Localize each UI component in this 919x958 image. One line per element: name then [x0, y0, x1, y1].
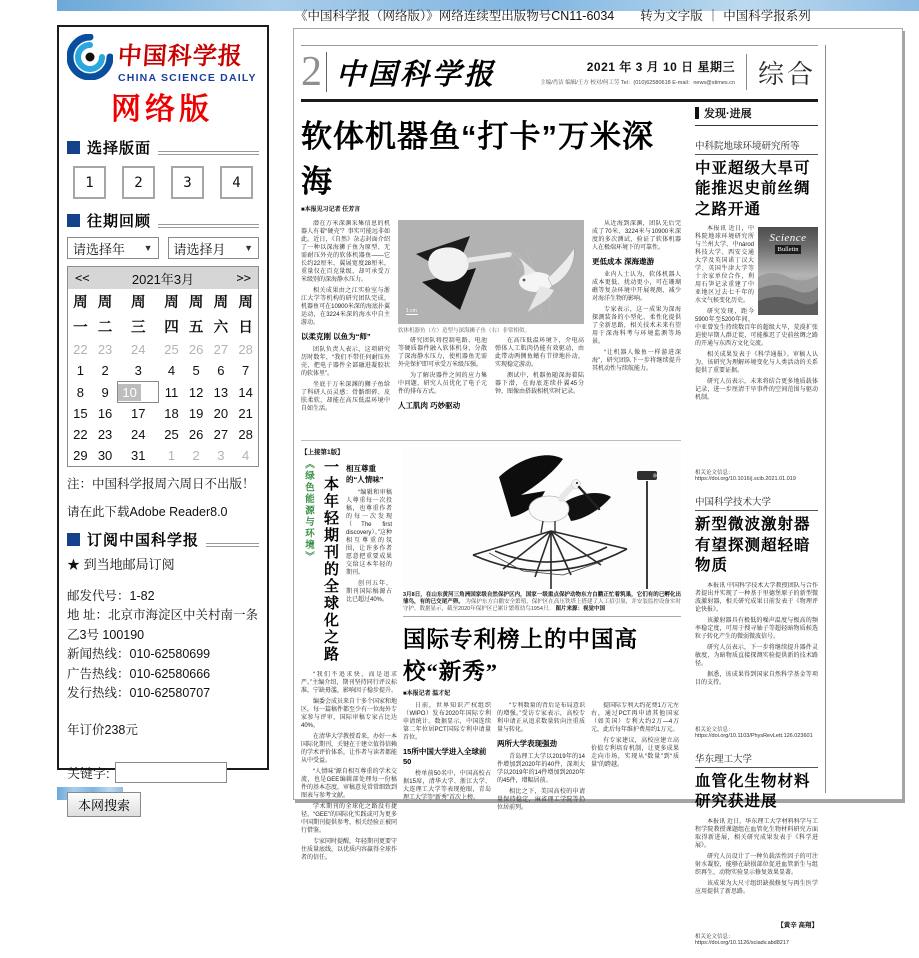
- kicker-rule: [695, 767, 818, 768]
- article-headline: 血管化生物材料 研究获进展: [695, 772, 811, 811]
- body-paragraph: 创刊五年，期刊国际稿源占比已超过40%。: [346, 581, 392, 603]
- article-signature: 【黄辛 高翔】: [777, 921, 818, 929]
- body-paragraph: 团队负责人表示，这项研究历时数年，“我们不带任何耐压外壳，把电子器件全部融进凝胶状的软体里”。: [301, 347, 390, 377]
- lead-article-body: [301, 220, 681, 434]
- patent-article-body: [403, 702, 681, 898]
- feature-headline-vertical: 一本年轻期刊的全球化之路: [322, 459, 339, 663]
- body-paragraph: 业内人士认为，软体机器人成本更低、扰动更小，可在珊瑚礁等复杂环境中开展观测，减少对海洋生物的影响。: [592, 272, 681, 302]
- calendar-day[interactable]: 26: [188, 342, 204, 357]
- section-bar-icon: [695, 107, 699, 119]
- svg-text:1 cm: 1 cm: [406, 308, 417, 314]
- calendar-day[interactable]: 4: [167, 363, 176, 378]
- calendar: [67, 266, 259, 467]
- continued-from-tag: 【上接第1版】: [301, 449, 344, 456]
- year-select-value: 请选择年: [73, 241, 126, 257]
- cover-subtitle: Bulletin: [775, 245, 802, 254]
- weekday-header: 一: [73, 320, 88, 336]
- page-number-list: [67, 162, 259, 201]
- masthead-divider: [746, 54, 747, 90]
- caption-text: 为保护东方白鹳安全繁殖，保护区在高压铁塔上搭建了人工招引巢，并安装监控设备实时守护。数据显示，截至2020年保护区已累计繁殖幼鸟1954只。: [403, 599, 681, 612]
- body-paragraph: 研究发现，距今5900年至5200年间，中亚曾发生持续数百年的超级大旱，荒漠扩张迫使早期人群迁徙，可能推迟了史前丝绸之路的开通与东西方文化交流。: [695, 309, 818, 348]
- calendar-day[interactable]: 21: [238, 406, 253, 421]
- lead-subhead-2: 人工肌肉 巧妙驱动: [398, 401, 461, 410]
- body-paragraph: 研究人员表示，下一步将继续提升器件灵敏度，为暗物质直接探测实验提供新的技术路径。: [695, 644, 818, 667]
- article-kicker: 华东理工大学: [695, 753, 753, 765]
- calendar-day[interactable]: 24: [131, 427, 146, 442]
- page-number-button[interactable]: 2: [122, 166, 155, 199]
- search-input[interactable]: [115, 762, 227, 783]
- body-paragraph: 相关成果发表于《科学通报》。审稿人认为，该研究为理解环境变化与人类活动的关系提供了重要证据。: [695, 352, 818, 375]
- body-paragraph: 测试中，机器鱼随深海着陆器下潜，在海底连续扑翼45分钟，图像由搭载相机实时记录。: [495, 373, 584, 395]
- body-paragraph: 为了解决器件之间的应力集中问题，研究人员优化了电子元件的排布方式。: [398, 373, 487, 395]
- calendar-day[interactable]: 23: [97, 342, 113, 357]
- section-header-subscribe: [67, 529, 259, 550]
- post-office-subscribe-line: ★ 到当地邮局订阅: [67, 557, 175, 572]
- contact-info-line: 邮发代号：1-82: [67, 589, 155, 603]
- cover-title: Science: [769, 232, 807, 245]
- subscribe-title: 订阅中国科学报: [87, 532, 200, 549]
- page-number-button[interactable]: 4: [220, 166, 253, 199]
- calendar-day[interactable]: 6: [217, 363, 225, 378]
- site-search-button[interactable]: 本网搜索: [67, 792, 141, 817]
- article-kicker: 中科院地球环境研究所等: [695, 141, 800, 152]
- calendar-day[interactable]: 1: [76, 363, 84, 378]
- series-link[interactable]: 中国科学报系列: [723, 9, 811, 23]
- publication-number-text: 《中国科学报（网络版）》网络连续型出版物号CN11-6034: [295, 9, 615, 23]
- body-paragraph: 专家表示，这一成果为深海探测装备的小型化、柔性化提供了全新思路，相关技术未来有望用于深海科考与环境监测等场景。: [592, 307, 681, 345]
- robot-fish-caption: 软体机器鱼（左）造型与深海狮子鱼（右）非常相似。: [398, 328, 531, 334]
- keyword-label: 关键字:: [67, 766, 110, 782]
- page-right-rule: [825, 45, 826, 793]
- weekday-header: 周: [97, 295, 113, 311]
- calendar-day[interactable]: 27: [213, 342, 229, 357]
- feature-subhead: 相互尊重的“人情味”: [346, 464, 384, 484]
- month-select[interactable]: [168, 237, 260, 259]
- discover-progress-header: [695, 105, 818, 121]
- masthead-thick-rule: [301, 99, 818, 102]
- body-paragraph: 据悉，该成果得到国家自然科学基金等项目的支持。: [695, 671, 818, 686]
- weekday-header: 周: [73, 295, 88, 311]
- body-paragraph: 编委会成员来自十多个国家和地区，每一篇稿件都至少有一位海外专家参与评审，国际审稿专家占比达40%。: [301, 699, 397, 729]
- section-name: 综合: [757, 59, 816, 89]
- article-headline: 新型微波激射器 有望探测超轻暗物质: [695, 516, 811, 575]
- body-paragraph: “让机器人像鱼一样游进深海”，研究团队下一步将继续提升其机动性与续航能力。: [592, 350, 681, 372]
- body-paragraph: 提国际专利大约花费1万元左右，通过PCT再申请其他国家（如美国）专利大约2万—4万元，此后每年维护费用约1万元。: [591, 703, 679, 733]
- patent-subhead-2: 两所大学表现强劲: [497, 739, 557, 748]
- year-select[interactable]: [67, 237, 159, 259]
- blue-square-bullet: [67, 533, 80, 546]
- body-paragraph: 相关成果由之江实验室与浙江大学等机构的研究团队完成，机器鱼可在10900米深的海底扑翼运动，在3224米深的海水中自主游动。: [301, 288, 390, 326]
- divider-rule: [403, 616, 681, 617]
- body-paragraph: 学术期刊的全球化之路没有捷径，“GEE”的国际化实践或可为更多中国期刊提供参考，相关经验正被同行借鉴。: [301, 804, 397, 834]
- archive-title: 往期回顾: [87, 213, 152, 230]
- calendar-day[interactable]: 25: [164, 342, 179, 357]
- chevron-down-icon: ▼: [244, 243, 253, 253]
- caption-lead: 3月8日，在山东黄河三角洲国家级自然保护区内，国家一级重点保护动物东方白鹳正忙着筑巢，它们有的已孵化出雏鸟，有的已交尾产卵。: [403, 592, 681, 605]
- calendar-day[interactable]: 14: [238, 384, 253, 400]
- science-bulletin-cover: [758, 227, 818, 315]
- body-paragraph: 研究团队将控制电路、电池等硬质器件融入软体机身，分散了深海静水压力，使机器鱼无需外壳保护即可承受万米级压强。: [398, 338, 487, 368]
- contact-info-line: 广告热线：010-62580666: [67, 666, 211, 681]
- article-headline: 中亚超级大旱可能推迟史前丝绸之路开通: [695, 160, 811, 218]
- patent-byline: ■本报记者 温才妃: [403, 691, 451, 697]
- page-number-button[interactable]: 3: [171, 166, 204, 199]
- section-header-archive: [67, 210, 259, 231]
- masthead-brand: 中国科学报: [336, 56, 497, 91]
- calendar-next-button[interactable]: >>: [236, 271, 251, 285]
- contact-info-line: 地 址：北京市海淀区中关村南一条乙3号 100190: [67, 608, 258, 642]
- calendar-day[interactable]: 10: [117, 381, 159, 403]
- article-maser: [695, 494, 818, 738]
- lead-byline: ■本报见习记者 任芳言: [301, 207, 361, 213]
- calendar-day[interactable]: 22: [73, 342, 88, 357]
- publishing-note: 注：中国科学报周六周日不出版！: [67, 477, 255, 491]
- calendar-day[interactable]: 18: [164, 406, 179, 421]
- text-version-link[interactable]: 转为文字版: [640, 9, 703, 23]
- weekday-header: 周: [238, 295, 253, 311]
- kicker-rule: [695, 154, 818, 155]
- calendar-day[interactable]: 15: [73, 406, 88, 421]
- body-paragraph: “编辑和审稿人尊重每一次投稿，也尊重作者的每一次发现（The first discovery）。”这种相互尊重的氛围，让许多作者愿意把重要成果交给这本年轻的期刊。: [346, 490, 392, 576]
- calendar-day[interactable]: 11: [164, 384, 179, 400]
- calendar-day[interactable]: 26: [188, 427, 204, 442]
- contact-info-line: 发行热线：010-62580707: [67, 685, 211, 700]
- paper-doi-link[interactable]: 相关论文信息：https://doi.org/10.1126/sciadv.abd8217: [695, 933, 789, 946]
- newspaper-page: [293, 28, 903, 946]
- weekday-header: 四: [164, 320, 179, 336]
- patent-headline: 国际专利榜上的中国高校“新秀”: [403, 627, 639, 684]
- weekday-header: 五: [188, 320, 204, 336]
- chevron-down-icon: ▼: [143, 243, 153, 253]
- weekday-header: 周: [213, 295, 229, 311]
- lead-subhead-3: 更低成本 深海遨游: [592, 257, 655, 266]
- select-page-title: 选择版面: [87, 140, 152, 157]
- body-paragraph: “我们不追求快，而是追求严。”主编介绍，期刊坚持同行评议标准，宁缺毋滥，影响因子稳步提升。: [301, 672, 397, 694]
- masthead: [301, 46, 818, 98]
- contact-info: [67, 587, 259, 703]
- body-paragraph: 榜单前50名中，中国高校占据15席，清华大学、浙江大学、大连理工大学等表现抢眼，青岛理工大学等“新秀”首次上榜。: [403, 771, 491, 801]
- body-paragraph: “专利数量的背后是布局意识的增强。”受访专家表示，高校专利申请正从追求数量转向注重质量与转化。: [497, 703, 585, 733]
- body-paragraph: 该成果为大尺寸组织缺损修复与再生医学应用提供了新思路。: [695, 880, 818, 895]
- calendar-day[interactable]: 2: [192, 448, 200, 463]
- sidebar: [57, 25, 269, 814]
- section-rule: [695, 125, 818, 126]
- robot-fish-photo: [398, 220, 584, 324]
- body-paragraph: 该激射器具有极低的噪声温度与极高的频率稳定度，可用于搜寻轴子等超轻暗物质候选粒子转化产生的微弱微波信号。: [695, 617, 818, 640]
- body-paragraph: “人情味”源自相互尊重的学术交流，也是GEE编辑部处理每一份稿件的基本态度，审稿意见常常细致到图表与参考文献。: [301, 769, 397, 799]
- body-paragraph: 日前，世界知识产权组织（WIPO）发布2020年国际专利申请统计。数据显示，中国连续第二年位居PCT国际专利申请量首位。: [403, 703, 491, 741]
- weekday-header: 二: [97, 320, 113, 336]
- top-bar-separator: ｜: [706, 9, 720, 23]
- section-divider-rule: [301, 440, 681, 441]
- body-paragraph: 本报讯 近日，中科院地球环境研究所与兰州大学、中národ科技大学、西安交通大学及英国诺丁汉大学、英国牛津大学等十余家单位合作，利用石笋记录重建了中亚地区过去七千年的水文气候变化历史。: [695, 226, 754, 305]
- blue-square-bullet: [67, 141, 80, 154]
- brand-chinese-name: 中国科学报: [116, 41, 244, 70]
- calendar-day[interactable]: 28: [238, 427, 253, 442]
- calendar-day[interactable]: 23: [97, 427, 113, 442]
- stork-photo-caption: [403, 592, 681, 613]
- calendar-day[interactable]: 31: [131, 448, 146, 463]
- top-bar: [295, 6, 811, 24]
- calendar-day[interactable]: 3: [217, 448, 225, 463]
- lead-subhead-1: 以柔克刚 以鱼为“师”: [301, 332, 371, 341]
- section-title: 发现·进展: [704, 108, 752, 120]
- weekday-header: 六: [213, 320, 229, 336]
- calendar-day[interactable]: 4: [241, 448, 250, 463]
- page-number: 2: [301, 49, 322, 95]
- annual-price: 年订价238元: [67, 723, 138, 738]
- calendar-day[interactable]: 3: [134, 363, 142, 378]
- stork-photo: [403, 447, 681, 589]
- calendar-day[interactable]: 22: [73, 427, 88, 442]
- brand-english-name: CHINA SCIENCE DAILY: [118, 72, 257, 84]
- calendar-day[interactable]: 28: [238, 342, 253, 357]
- body-paragraph: 本报讯 中国科学技术大学教授团队与合作者提出并实现了一种基于里德堡原子的新型微波激射器，相关研究成果日前发表于《物理评论快报》。: [695, 582, 818, 613]
- calendar-prev-button[interactable]: <<: [75, 271, 90, 285]
- weekday-header: 周: [131, 295, 146, 311]
- weekday-header: 日: [238, 320, 253, 336]
- double-rule: [206, 543, 259, 547]
- paper-doi-link[interactable]: 相关论文信息：https://doi.org/10.1103/PhysRevLett.126.023601: [695, 726, 813, 739]
- blue-square-bullet: [67, 214, 80, 227]
- section-header-select-page: [67, 137, 259, 158]
- body-paragraph: 从近海到深渊，团队先后完成了70米、3224米与10900米深度的多次测试，验证了软体机器人在极端环境下的可靠性。: [592, 221, 681, 251]
- calendar-day[interactable]: 1: [167, 448, 176, 463]
- brand-swirl-icon: [67, 34, 113, 80]
- edition-label: 网络版: [111, 93, 213, 126]
- weekday-header: 三: [131, 320, 146, 336]
- article-biomaterial: [695, 751, 818, 946]
- calendar-day[interactable]: 17: [131, 406, 146, 421]
- calendar-day[interactable]: 29: [73, 448, 88, 463]
- calendar-day[interactable]: 24: [131, 342, 146, 357]
- issue-date: 2021 年 3 月 10 日 星期三: [586, 60, 735, 74]
- calendar-day[interactable]: 5: [192, 363, 200, 378]
- body-paragraph: 相比之下，美国高校的申请量保持稳定，麻省理工学院等仍位居前列。: [497, 789, 585, 811]
- calendar-day[interactable]: 7: [241, 363, 250, 378]
- patent-subhead-1: 15所中国大学进入全球前50: [403, 747, 487, 766]
- calendar-day[interactable]: 25: [164, 427, 179, 442]
- calendar-day[interactable]: 19: [188, 406, 204, 421]
- kicker-rule: [695, 510, 818, 511]
- body-paragraph: 研究人员设计了一种负载活性因子的可注射水凝胶，能够在缺损部位促进血管新生与组织再生，动物实验显示修复效果显著。: [695, 853, 818, 876]
- body-paragraph: 在高压低温环境下，介电高弹体人工肌肉仍能有效驱动，由此带动两侧鱼鳍有节律地扑动，实现稳定游动。: [495, 338, 584, 368]
- contact-info-line: 新闻热线：010-62580699: [67, 647, 211, 662]
- calendar-day[interactable]: 13: [213, 384, 229, 400]
- calendar-day[interactable]: 16: [97, 406, 113, 421]
- calendar-day[interactable]: 27: [213, 427, 229, 442]
- article-drought: [695, 138, 818, 482]
- paper-doi-link[interactable]: 相关论文信息：https://doi.org/10.1016/j.scib.2021.01.019: [695, 470, 796, 483]
- calendar-day[interactable]: 12: [188, 384, 204, 400]
- lead-headline: 软体机器鱼“打卡”万米深海: [301, 119, 654, 199]
- month-select-value: 请选择月: [173, 241, 226, 257]
- weekday-header: 周: [188, 295, 204, 311]
- calendar-day[interactable]: 2: [101, 363, 109, 378]
- page-number-button[interactable]: 1: [73, 166, 106, 199]
- adobe-reader-download-link[interactable]: 请在此下载Adobe Reader8.0: [67, 505, 228, 519]
- double-rule: [158, 224, 259, 228]
- right-news-column: [695, 105, 818, 958]
- calendar-day[interactable]: 30: [97, 448, 113, 463]
- body-paragraph: 有专家建议，高校应建立高价值专利培育机制，让更多成果走向市场，实现从“数量”到“质量”的跨越。: [591, 738, 679, 768]
- logo: [67, 34, 259, 84]
- body-paragraph: 专家同时提醒，年轻期刊更要守住质量底线，以优质内容赢得全球作者的信任。: [301, 839, 397, 861]
- masthead-divider: [326, 52, 327, 92]
- photo-source: 图片来源：视觉中国: [555, 606, 606, 612]
- calendar-month-label: 2021年3月: [131, 271, 195, 287]
- article-kicker: 中国科学技术大学: [695, 497, 772, 509]
- body-paragraph: 青岛理工大学以2019年的14件增加到2020年的40件，深圳大学以2019年的14件增加到2020年的45件，增幅居前。: [497, 754, 585, 784]
- editors-line: 主编/肖洁 编辑/王方 校对/何工劳 Tel：(010)62580618 E-mail：news@stimes.cn: [540, 80, 735, 86]
- body-paragraph: 在清华大学教授看来，办好一本国际化期刊，关键在于建立值得信赖的学术评价体系，让作者与读者都能从中受益。: [301, 734, 397, 764]
- weekday-header: 周: [164, 295, 179, 311]
- double-rule: [158, 151, 259, 155]
- journal-name-vertical: 《绿色能源与环境》: [303, 459, 314, 563]
- body-paragraph: 潜在万米深渊采集信息的机器人有着“硬壳”？事实可能远非如此。近日，《自然》杂志封面介绍了一种以深海狮子鱼为原型、无需耐压外壳的软体机器鱼——它长约22厘米，翼展宽度28厘米，重量仅在百克量级，却可承受万米级别的深海静水压力。: [301, 221, 390, 283]
- calendar-day[interactable]: 9: [101, 384, 109, 400]
- body-paragraph: 本报讯 近日，华东理工大学材料科学与工程学院教授课题组在血管化生物材料研究方面取得新进展，相关研究成果发表于《科学进展》。: [695, 818, 818, 849]
- calendar-day[interactable]: 20: [213, 406, 229, 421]
- calendar-day[interactable]: 8: [76, 384, 84, 400]
- body-paragraph: 坐底于万米深渊的狮子鱼给了科研人员灵感：骨骼细碎、皮肤柔软，却能在高压低温环境中自如生活。: [301, 382, 390, 412]
- body-paragraph: 研究人员表示，未来将结合更多地质载体记录，进一步厘清干旱事件的空间范围与驱动机制。: [695, 379, 818, 402]
